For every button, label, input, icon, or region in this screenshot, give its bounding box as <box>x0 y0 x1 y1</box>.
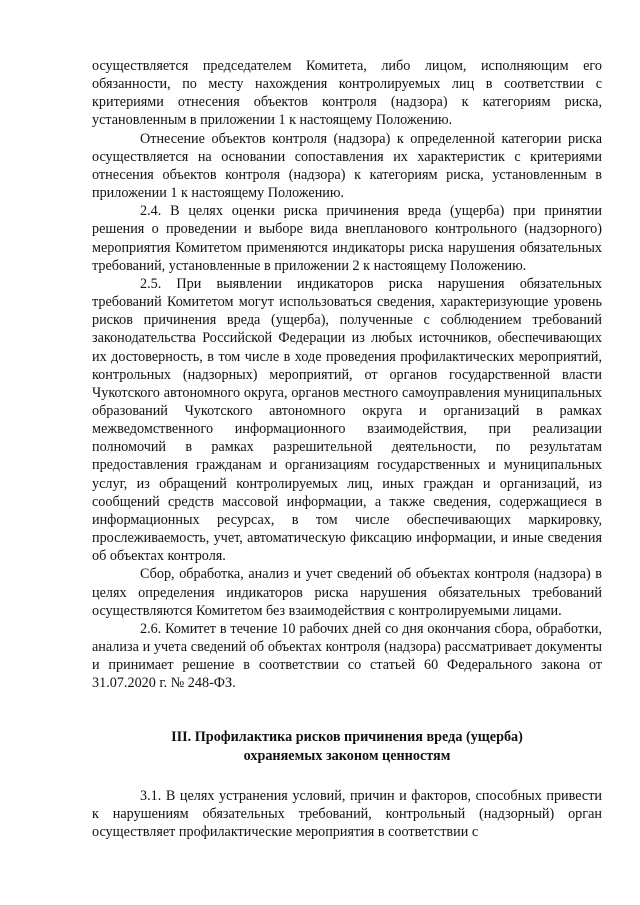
paragraph-2-6: 2.6. Комитет в течение 10 рабочих дней со дня окончания сбора, обработки, анализа и учета сведений об объектах контроля (надзора) рассматривает документы и принимает решение в соответствии со статьей 60 Федерального закона от 31.07.2020 г. № 248-ФЗ. <box>92 620 602 692</box>
section-heading-line2: охраняемых законом ценностям <box>243 747 451 764</box>
paragraph-data-collection: Сбор, обработка, анализ и учет сведений об объектах контроля (надзора) в целях определения индикаторов риска нарушения обязательных требований осуществляются Комитетом без взаимодействия с контролируемыми лицами. <box>92 566 602 619</box>
paragraph-3-1: 3.1. В целях устранения условий, причин и факторов, способных привести к нарушениям обязательных требований, контрольный (надзорный) орган осуществляет профилактические мероприятия в соответствии с <box>92 787 602 841</box>
section-heading <box>92 728 602 764</box>
paragraph-continuation: осуществляется председателем Комитета, либо лицом, исполняющим его обязанности, по месту нахождения контролируемых лиц в соответствии с критериями отнесения объектов контроля (надзора) к категориям риска, установленным в приложении 1 к настоящему Положению. <box>92 58 602 129</box>
paragraph-2-4: 2.4. В целях оценки риска причинения вреда (ущерба) при принятии решения о проведении и выборе вида внепланового контрольного (надзорного) мероприятия Комитетом применяются индикаторы риска нарушения обязательных требований, установленные в приложении 2 к настоящему Положению. <box>92 203 602 274</box>
paragraph-2-5: 2.5. При выявлении индикаторов риска нарушения обязательных требований Комитетом могут использоваться сведения, характеризующие уровень рисков причинения вреда (ущерба), полученные с соблюдением требований законодательства Российской Федерации из любых источников, обеспечивающих их достоверность, в том числе в ходе проведения профилактических мероприятий, контрольных (надзорных) мероприятий, от органов государственной власти Чукотского автономного округа, органов местного самоуправления муниципальных образований Чукотского автономного округа и организаций в рамках межведомственного информационного взаимодействия, при реализации полномочий в рамках разрешительной деятельности, по результатам предоставления гражданам и организациям государственных и муниципальных услуг, из обращений контролируемых лиц, иных граждан и организаций, из сообщений средств массовой информации, а также сведения, содержащиеся в информационных ресурсах, в том числе обеспечивающих маркировку, прослеживаемость, учет, автоматическую фиксацию информации, и иные сведения об объектах контроля. <box>92 275 602 565</box>
section-heading-line1: III. Профилактика рисков причинения вреда (ущерба) <box>171 729 523 746</box>
paragraph-risk-category: Отнесение объектов контроля (надзора) к определенной категории риска осуществляется на основании сопоставления их характеристик с критериями отнесения объектов контроля (надзора) к категориям риска, установленным в приложении 1 к настоящему Положению. <box>92 130 602 202</box>
document-page <box>92 57 602 841</box>
